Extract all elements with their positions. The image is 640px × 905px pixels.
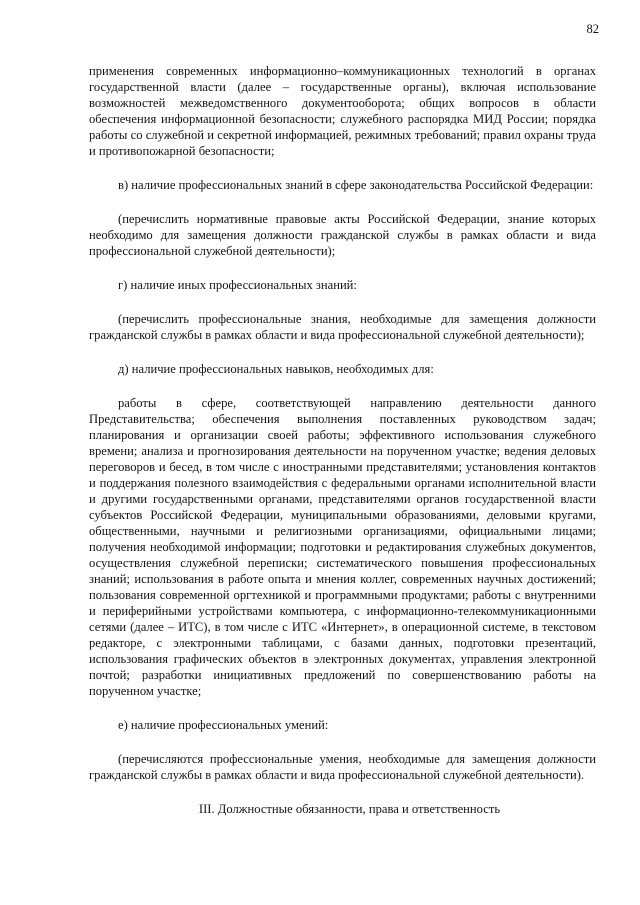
document-body [89,63,596,817]
paragraph-abilities-note: (перечисляются профессиональные умения, необходимые для замещения должности гражданской службы в рамках области и вида профессиональной служебной деятельности). [89,752,596,782]
paragraph-knowledge-continuation: применения современных информационно–коммуникационных технологий в органах государственной власти (далее – государственные органы), включая использование возможностей межведомственного документооборота; общих вопросов в области обеспечения информационной безопасности; служебного распорядка МИД России; порядка работы со служебной и секретной информацией, режимных требований; правил охраны труда и противопожарной безопасности; [89,64,596,158]
section-heading: III. Должностные обязанности, права и ответственность [198,802,501,816]
page-number: 82 [586,22,599,36]
paragraph-legislation-knowledge: в) наличие профессиональных знаний в сфере законодательства Российской Федерации: [118,178,594,192]
paragraph-other-knowledge: г) наличие иных профессиональных знаний: [118,278,357,292]
paragraph-legislation-note: (перечислить нормативные правовые акты Российской Федерации, знание которых необходимо для замещения должности гражданской службы в рамках области и вида профессиональной служебной деятельности); [89,212,596,258]
paragraph-skills-list: работы в сфере, соответствующей направлению деятельности данного Представительства; обеспечения выполнения поставленных руководством задач; планирования и организации своей работы; эффективного использования служебного времени; анализа и прогнозирования деятельности на порученном участке; ведения деловых переговоров и бесед, в том числе с иностранными представителями; установления контактов и поддержания полезного взаимодействия с федеральными органами исполнительной власти и другими государственными органами, представителями органов государственной власти субъектов Российской Федерации, муниципальными образованиями, деловыми кругами, общественными, научными и религиозными организациями, официальными лицами; получения необходимой информации; подготовки и редактирования служебных документов, осуществления служебной переписки; систематического повышения профессиональных знаний; использования в работе опыта и мнения коллег, современных научных достижений; пользования современной оргтехникой и программными продуктами; работы с внутренними и периферийными устройствами компьютера, с информационно-телекоммуникационными сетями (далее – ИТС), в том числе с ИТС «Интернет», в операционной системе, в текстовом редакторе, с электронными таблицами, с базами данных, подготовки презентаций, использования графических объектов в электронных документах, управления электронной почтой; разработки инициативных предложений по совершенствованию работы на порученном участке; [89,396,596,698]
paragraph-skills-heading: д) наличие профессиональных навыков, необходимых для: [118,362,434,376]
paragraph-other-knowledge-note: (перечислить профессиональные знания, необходимые для замещения должности гражданской службы в рамках области и вида профессиональной служебной деятельности); [89,312,596,342]
paragraph-abilities-heading: е) наличие профессиональных умений: [118,718,329,732]
